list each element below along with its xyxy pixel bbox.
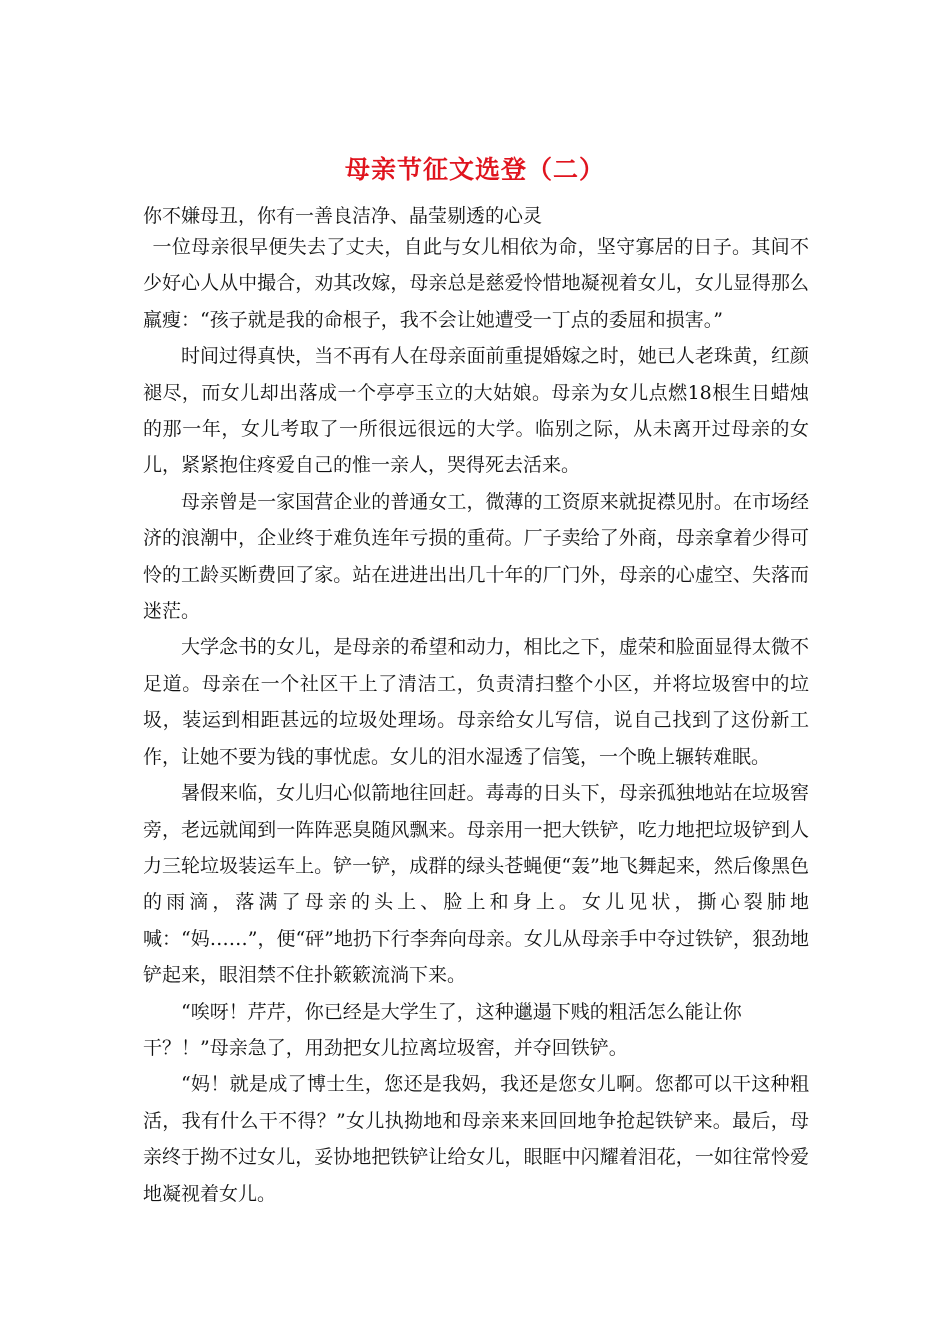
document-subtitle: 你不嫌母丑，你有一善良洁净、晶莹剔透的心灵 xyxy=(143,205,543,227)
paragraph: 一位母亲很早便失去了丈夫，自此与女儿相依为命，坚守寡居的日子。其间不少好心人从中撮合，劝其改嫁，母亲总是慈爱怜惜地凝视着女儿，女儿显得那么羸瘦：“孩子就是我的命根子，我不会让她遭受一丁点的委屈和损害。” xyxy=(143,236,809,331)
paragraph: “妈！就是成了博士生，您还是我妈，我还是您女儿啊。您都可以干这种粗活，我有什么干不得？”女儿执拗地和母亲来来回回地争抢起铁铲来。最后，母亲终于拗不过女儿，妥协地把铁铲让给女儿，眼眶中闪耀着泪花，一如往常怜爱地凝视着女儿。 xyxy=(143,1073,809,1205)
paragraph: 时间过得真快，当不再有人在母亲面前重提婚嫁之时，她已人老珠黄，红颜褪尽，而女儿却出落成一个亭亭玉立的大姑娘。母亲为女儿点燃18根生日蜡烛的那一年，女儿考取了一所很远很远的大学。临别之际，从未离开过母亲的女儿，紧紧抱住疼爱自己的惟一亲人，哭得死去活来。 xyxy=(143,345,809,477)
paragraph: 大学念书的女儿，是母亲的希望和动力，相比之下，虚荣和脸面显得太微不足道。母亲在一个社区干上了清洁工，负责清扫整个小区，并将垃圾窖中的垃圾，装运到相距甚远的垃圾处理场。母亲给女儿写信，说自己找到了这份新工作，让她不要为钱的事忧虑。女儿的泪水湿透了信笺，一个晚上辗转难眠。 xyxy=(143,636,809,768)
document-body xyxy=(143,229,809,1212)
paragraph: 干？！”母亲急了，用劲把女儿拉离垃圾窖，并夺回铁铲。 xyxy=(143,1036,628,1059)
paragraph: 暑假来临，女儿归心似箭地往回赶。毒毒的日头下，母亲孤独地站在垃圾窖旁，老远就闻到一阵阵恶臭随风飘来。母亲用一把大铁铲，吃力地把垃圾铲到人力三轮垃圾装运车上。铲一铲，成群的绿头苍蝇便“轰”地飞舞起来，然后像黑色的雨滴，落满了母亲的头上、脸上和身上。女儿见状，撕心裂肺地喊：“妈……”，便“砰”地扔下行李奔向母亲。女儿从母亲手中夺过铁铲，狠劲地铲起来，眼泪禁不住扑簌簌流淌下来。 xyxy=(143,782,809,987)
document-title: 母亲节征文选登（二） xyxy=(344,155,605,184)
paragraph: “唉呀！芹芹，你已经是大学生了，这种邋遢下贱的粗活怎么能让你 xyxy=(181,1000,742,1023)
paragraph: 母亲曾是一家国营企业的普通女工，微薄的工资原来就捉襟见肘。在市场经济的浪潮中，企业终于难负连年亏损的重荷。厂子卖给了外商，母亲拿着少得可怜的工龄买断费回了家。站在进进出出几十年的厂门外，母亲的心虚空、失落而迷茫。 xyxy=(143,490,809,623)
